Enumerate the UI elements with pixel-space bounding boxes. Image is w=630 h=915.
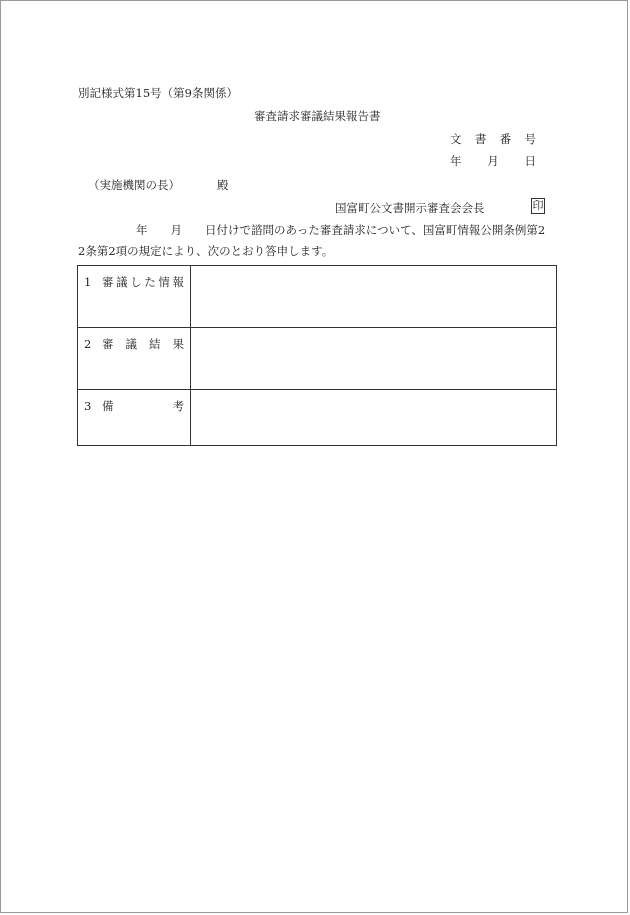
label-char: し [130,275,142,289]
label-char: 報 [172,275,184,289]
body-line1-rest: 日付けで諮問のあった審査請求について、国富町情報公開条例第2 [205,223,546,237]
issuer-name: 国富町公文書開示審査会会長 [335,201,485,215]
body-month: 月 [170,223,182,237]
label-char: 情 [158,275,170,289]
document-title: 審査請求審議結果報告書 [254,109,381,123]
table-row [78,328,557,390]
label-char: 備 [102,399,114,413]
seal-stamp: 印 [532,199,544,212]
row-label-text [102,277,184,289]
table-row [78,390,557,446]
row-number: 2 [84,337,92,351]
date-day: 日 [524,154,536,168]
row-label-text [102,339,184,351]
label-char: 審 [102,275,114,289]
row-label-text [102,401,184,413]
docnum-char: 号 [524,132,536,146]
row-number: 3 [84,399,92,413]
label-char: 議 [125,337,137,351]
label-char: 議 [116,275,128,289]
row-label [78,328,191,390]
result-table [77,265,557,446]
label-char: た [144,275,156,289]
row-number: 1 [84,275,92,289]
row-label [78,266,191,328]
body-year: 年 [136,223,148,237]
label-char: 果 [172,337,184,351]
body-text-line2: 2条第2項の規定により、次のとおり答申します。 [78,244,334,258]
date-month: 月 [487,154,499,168]
date-label [450,156,536,168]
docnum-char: 番 [499,132,512,146]
label-char: 考 [172,399,184,413]
form-number: 別記様式第15号（第9条関係） [78,86,238,100]
label-char: 結 [149,337,161,351]
row-label [78,390,191,446]
body-text-line1 [136,225,545,237]
honorific: 殿 [217,178,229,192]
row-value [191,390,557,446]
document-number-label [450,134,536,146]
date-year: 年 [450,154,462,168]
table-row [78,266,557,328]
row-value [191,266,557,328]
docnum-char: 文 [450,132,462,146]
row-value [191,328,557,390]
recipient: （実施機関の長） [88,178,180,192]
label-char: 審 [102,337,114,351]
docnum-char: 書 [474,132,487,146]
